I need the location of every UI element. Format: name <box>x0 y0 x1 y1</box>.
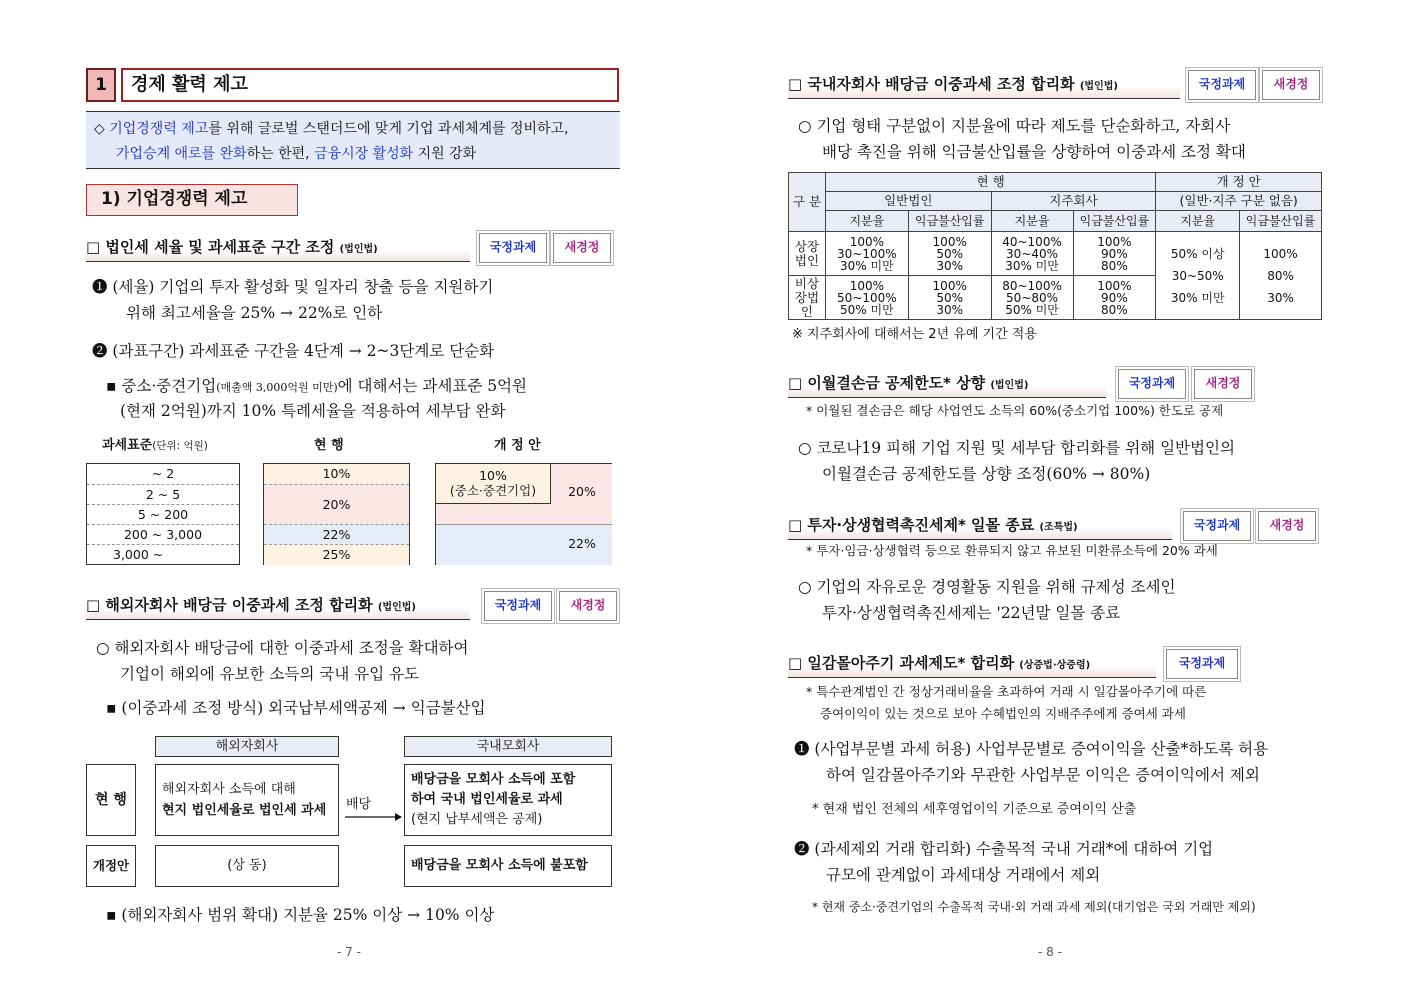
item-heading <box>788 648 1156 678</box>
law-ref: (법인법) <box>339 244 378 255</box>
item-title: □ 해외자회사 배당금 이중과세 조정 합리화 <box>86 596 373 614</box>
cell-line: 50% 이상 <box>1170 246 1225 261</box>
flow-header: 국내모회사 <box>404 736 612 757</box>
paragraph: 이월결손금 공제한도를 상향 조정(60% → 80%) <box>822 465 1151 483</box>
summary-line1-blue: 기업경쟁력 제고 <box>109 121 209 137</box>
flow-parent-box: 배당금을 모회사 소득에 불포함 <box>404 845 612 887</box>
item-heading <box>86 232 470 262</box>
bracket-row: 5 ~ 200 <box>87 504 239 524</box>
paragraph: ○ 코로나19 피해 기업 지원 및 세부담 합리화를 위해 일반법인의 <box>798 439 1235 457</box>
table-header: (일반·지주 구분 없음) <box>1156 192 1322 211</box>
tag-national-task: 국정과제 <box>1118 369 1186 399</box>
summary-line1-rest: 를 위해 글로벌 스탠더드에 맞게 기업 과세체계를 정비하고, <box>208 121 569 137</box>
table-cell <box>1073 232 1156 276</box>
rate-cell: 10% <box>479 468 507 483</box>
cell-line: 50~80% <box>1006 290 1059 305</box>
tag-national-task: 국정과제 <box>1183 511 1251 541</box>
summary-line2-blue1: 가업승계 애로를 완화 <box>116 146 247 162</box>
cell-line: 30% <box>936 258 964 273</box>
bracket-table <box>86 463 240 565</box>
footnote: 증여이익이 있는 것으로 보아 수혜법인의 지배주주에게 증여세 과세 <box>820 706 1186 721</box>
law-ref: (법인법) <box>377 602 416 613</box>
paragraph: 에 대해서는 과세표준 5억원 <box>337 377 528 395</box>
bracket-row: 200 ~ 3,000 <box>87 524 239 544</box>
paragraph: ❷ (과표구간) 과세표준 구간을 4단계 → 2~3단계로 단순화 <box>92 342 495 360</box>
table-cell <box>908 232 991 276</box>
current-rate-table <box>263 463 410 565</box>
item-title: □ 일감몰아주기 과세제도* 합리화 <box>788 654 1015 672</box>
tag-new-government: 새경정 <box>1258 511 1316 541</box>
footnote: * 이월된 결손금은 해당 사업연도 소득의 60%(중소기업 100%) 한도로 공제 <box>806 403 1224 418</box>
flow-sub-box <box>155 764 339 836</box>
table-header: 지분율 <box>1156 211 1240 232</box>
paragraph: ○ 기업의 자유로운 경영활동 지원을 위해 규제성 조세인 <box>798 578 1176 596</box>
table-header: 현 행 <box>825 173 1155 192</box>
page-number: - 7 - <box>337 945 361 959</box>
tag-new-government: 새경정 <box>1262 70 1320 100</box>
flow-row-label: 현 행 <box>86 764 136 836</box>
cell-line: 90% <box>1101 246 1128 261</box>
row-label: 비상장법인 <box>789 276 826 320</box>
rate-cell: 25% <box>264 544 409 565</box>
note: * 현재 법인 전체의 세후영업이익 기준으로 증여이익 산출 <box>812 802 1137 817</box>
table-cell <box>1156 232 1240 320</box>
paragraph: ❶ (사업부문별 과세 허용) 사업부문별로 증여이익을 산출*하도록 허용 <box>794 740 1269 758</box>
cell-line: 30~40% <box>1006 246 1059 261</box>
item-title: □ 법인세 세율 및 과세표준 구간 조정 <box>86 238 335 256</box>
table-header: 익금불산입률 <box>1240 211 1322 232</box>
table-header-unit: (단위: 억원) <box>152 440 208 452</box>
footnote: * 특수관계법인 간 정상거래비율을 초과하여 거래 시 일감몰아주기에 따른 <box>806 684 1207 699</box>
tag-national-task: 국정과제 <box>1166 649 1238 679</box>
table-header: 익금불산입률 <box>1073 211 1156 232</box>
table-cell <box>825 232 908 276</box>
table-cell <box>991 232 1073 276</box>
subsection-title: 1) 기업경쟁력 제고 <box>86 184 298 216</box>
summary-line2-end: 지원 강화 <box>413 146 477 162</box>
rate-label: (중소·중견기업) <box>449 483 537 498</box>
cell-line: 80% <box>1267 268 1294 283</box>
flow-row-label: 개정안 <box>86 845 136 887</box>
cell-line: 30% 미만 <box>1005 258 1059 273</box>
cell-line: 100% <box>1097 234 1132 249</box>
tag-national-task: 국정과제 <box>484 591 552 621</box>
bracket-row: 3,000 ~ <box>87 544 239 564</box>
bracket-row: ~ 2 <box>151 466 175 481</box>
law-ref: (상증법·상증령) <box>1019 660 1091 671</box>
table-header: 지주회사 <box>991 192 1156 211</box>
flow-arrow-label: 배당 <box>346 797 372 812</box>
flow-sub-box: (상 동) <box>155 845 339 887</box>
table-header: 개 정 안 <box>1156 173 1322 192</box>
cell-line: 50% <box>936 246 964 261</box>
table-header: 과세표준 <box>102 438 153 453</box>
table-header: 지분율 <box>825 211 908 232</box>
rate-cell: 22% <box>568 536 596 551</box>
flow-text: 현지 법인세율로 법인세 과세 <box>162 803 327 818</box>
item-heading <box>86 590 470 620</box>
cell-line: 100% <box>932 234 967 249</box>
cell-line: 30~50% <box>1171 268 1224 283</box>
paragraph-small: (매출액 3,000억원 미만) <box>216 381 338 394</box>
rate-cell: 20% <box>264 484 409 524</box>
cell-line: 30% <box>936 302 964 317</box>
cell-line: 80~100% <box>1002 278 1062 293</box>
revised-sme-box <box>436 464 551 504</box>
page-number: - 8 - <box>1038 945 1062 959</box>
tag-new-government: 새경정 <box>1194 369 1252 399</box>
section-title: 경제 활력 제고 <box>121 68 619 102</box>
cell-line: 100% <box>849 278 885 293</box>
rate-cell: 10% <box>264 464 409 484</box>
flow-parent-box <box>404 764 612 836</box>
item-heading <box>788 69 1180 99</box>
item-title: □ 투자·상생협력촉진세제* 일몰 종료 <box>788 516 1035 534</box>
law-ref: (법인법) <box>990 380 1029 391</box>
table-header: 익금불산입률 <box>908 211 991 232</box>
flow-text: 해외자회사 소득에 대해 <box>162 782 296 797</box>
paragraph: ▪ 중소·중견기업 <box>106 377 217 395</box>
cell-line: 40~100% <box>1002 234 1062 249</box>
paragraph: 기업이 해외에 유보한 소득의 국내 유입 유도 <box>120 665 420 683</box>
paragraph: ▪ (해외자회사 범위 확대) 지분율 25% 이상 → 10% 이상 <box>106 906 495 924</box>
summary-line2-blue2: 금융시장 활성화 <box>314 146 414 162</box>
cell-line: 100% <box>849 234 885 249</box>
paragraph: ❷ (과세제외 거래 합리화) 수출목적 국내 거래*에 대하여 기업 <box>794 840 1214 858</box>
cell-line: 50% 미만 <box>840 302 894 317</box>
item-title: □ 이월결손금 공제한도* 상향 <box>788 374 986 392</box>
cell-line: 80% <box>1101 258 1128 273</box>
cell-line: 50% 미만 <box>1005 302 1059 317</box>
flow-text: 하여 국내 법인세율로 과세 <box>411 792 563 807</box>
note: ※ 지주회사에 대해서는 2년 유예 기간 적용 <box>792 327 1037 342</box>
table-cell <box>908 276 991 320</box>
paragraph: 투자·상생협력촉진세제는 '22년말 일몰 종료 <box>822 604 1121 622</box>
flow-text: (현지 납부세액은 공제) <box>411 812 543 827</box>
cell-line: 30% <box>1267 290 1294 305</box>
cell-line: 50~100% <box>837 290 897 305</box>
summary-bullet: ◇ <box>94 121 105 137</box>
law-ref: (법인법) <box>1079 81 1118 92</box>
tag-national-task: 국정과제 <box>1188 70 1256 100</box>
item-title: □ 국내자회사 배당금 이중과세 조정 합리화 <box>788 75 1075 93</box>
cell-line: 100% <box>932 278 967 293</box>
cell-line: 30% 미만 <box>840 258 894 273</box>
paragraph: ○ 해외자회사 배당금에 대한 이중과세 조정을 확대하여 <box>96 639 469 657</box>
item-heading <box>788 510 1172 540</box>
flow-text: 배당금을 모회사 소득에 포함 <box>411 772 576 787</box>
paragraph: 하여 일감몰아주기와 무관한 사업부문 이익은 증여이익에서 제외 <box>826 766 1260 784</box>
summary-line2-mid: 하는 한편, <box>246 146 315 162</box>
rate-cell: 20% <box>568 484 596 499</box>
row-label: 상장법인 <box>789 232 826 276</box>
rate-cell: 22% <box>264 524 409 544</box>
table-header: 현 행 <box>314 438 344 453</box>
paragraph: (현재 2억원)까지 10% 특례세율을 적용하여 세부담 완화 <box>120 402 506 420</box>
table-cell <box>991 276 1073 320</box>
item-heading <box>788 368 1106 398</box>
cell-line: 80% <box>1101 302 1128 317</box>
flow-header: 해외자회사 <box>155 736 339 757</box>
paragraph: 위해 최고세율을 25% → 22%로 인하 <box>126 304 383 322</box>
paragraph: ○ 기업 형태 구분없이 지분율에 따라 제도를 단순화하고, 자회사 <box>798 117 1231 135</box>
arrow-icon <box>343 812 403 822</box>
tag-new-government: 새경정 <box>553 233 611 263</box>
table-cell <box>825 276 908 320</box>
table-header: 구 분 <box>789 173 826 232</box>
law-ref: (조특법) <box>1039 522 1078 533</box>
tag-national-task: 국정과제 <box>479 233 547 263</box>
table-header: 일반법인 <box>825 192 991 211</box>
paragraph: 배당 촉진을 위해 익금불산입률을 상향하여 이중과세 조정 확대 <box>822 143 1246 161</box>
cell-line: 30% 미만 <box>1170 290 1225 305</box>
cell-line: 30~100% <box>837 246 897 261</box>
section-number: 1 <box>86 68 116 102</box>
revised-rate-table <box>435 463 612 565</box>
table-header: 개 정 안 <box>494 438 541 453</box>
paragraph: ▪ (이중과세 조정 방식) 외국납부세액공제 → 익금불산입 <box>106 699 486 717</box>
cell-line: 90% <box>1101 290 1128 305</box>
summary-box <box>86 111 620 169</box>
table-cell <box>1073 276 1156 320</box>
note: * 현재 중소·중견기업의 수출목적 국내·외 거래 과세 제외(대기업은 국외 거래만 제외) <box>812 900 1256 914</box>
paragraph: ❶ (세율) 기업의 투자 활성화 및 일자리 창출 등을 지원하기 <box>92 278 494 296</box>
table-cell <box>1240 232 1322 320</box>
tag-new-government: 새경정 <box>559 591 617 621</box>
table-header: 지분율 <box>991 211 1073 232</box>
footnote: * 투자·임금·상생협력 등으로 환류되지 않고 유보된 미환류소득에 20% 과세 <box>806 543 1218 558</box>
cell-line: 50% <box>936 290 964 305</box>
paragraph: 규모에 관계없이 과세대상 거래에서 제외 <box>826 866 1101 884</box>
bracket-row: 2 ~ 5 <box>87 484 239 504</box>
cell-line: 100% <box>1097 278 1132 293</box>
cell-line: 100% <box>1263 246 1298 261</box>
dividend-table <box>788 172 1322 320</box>
